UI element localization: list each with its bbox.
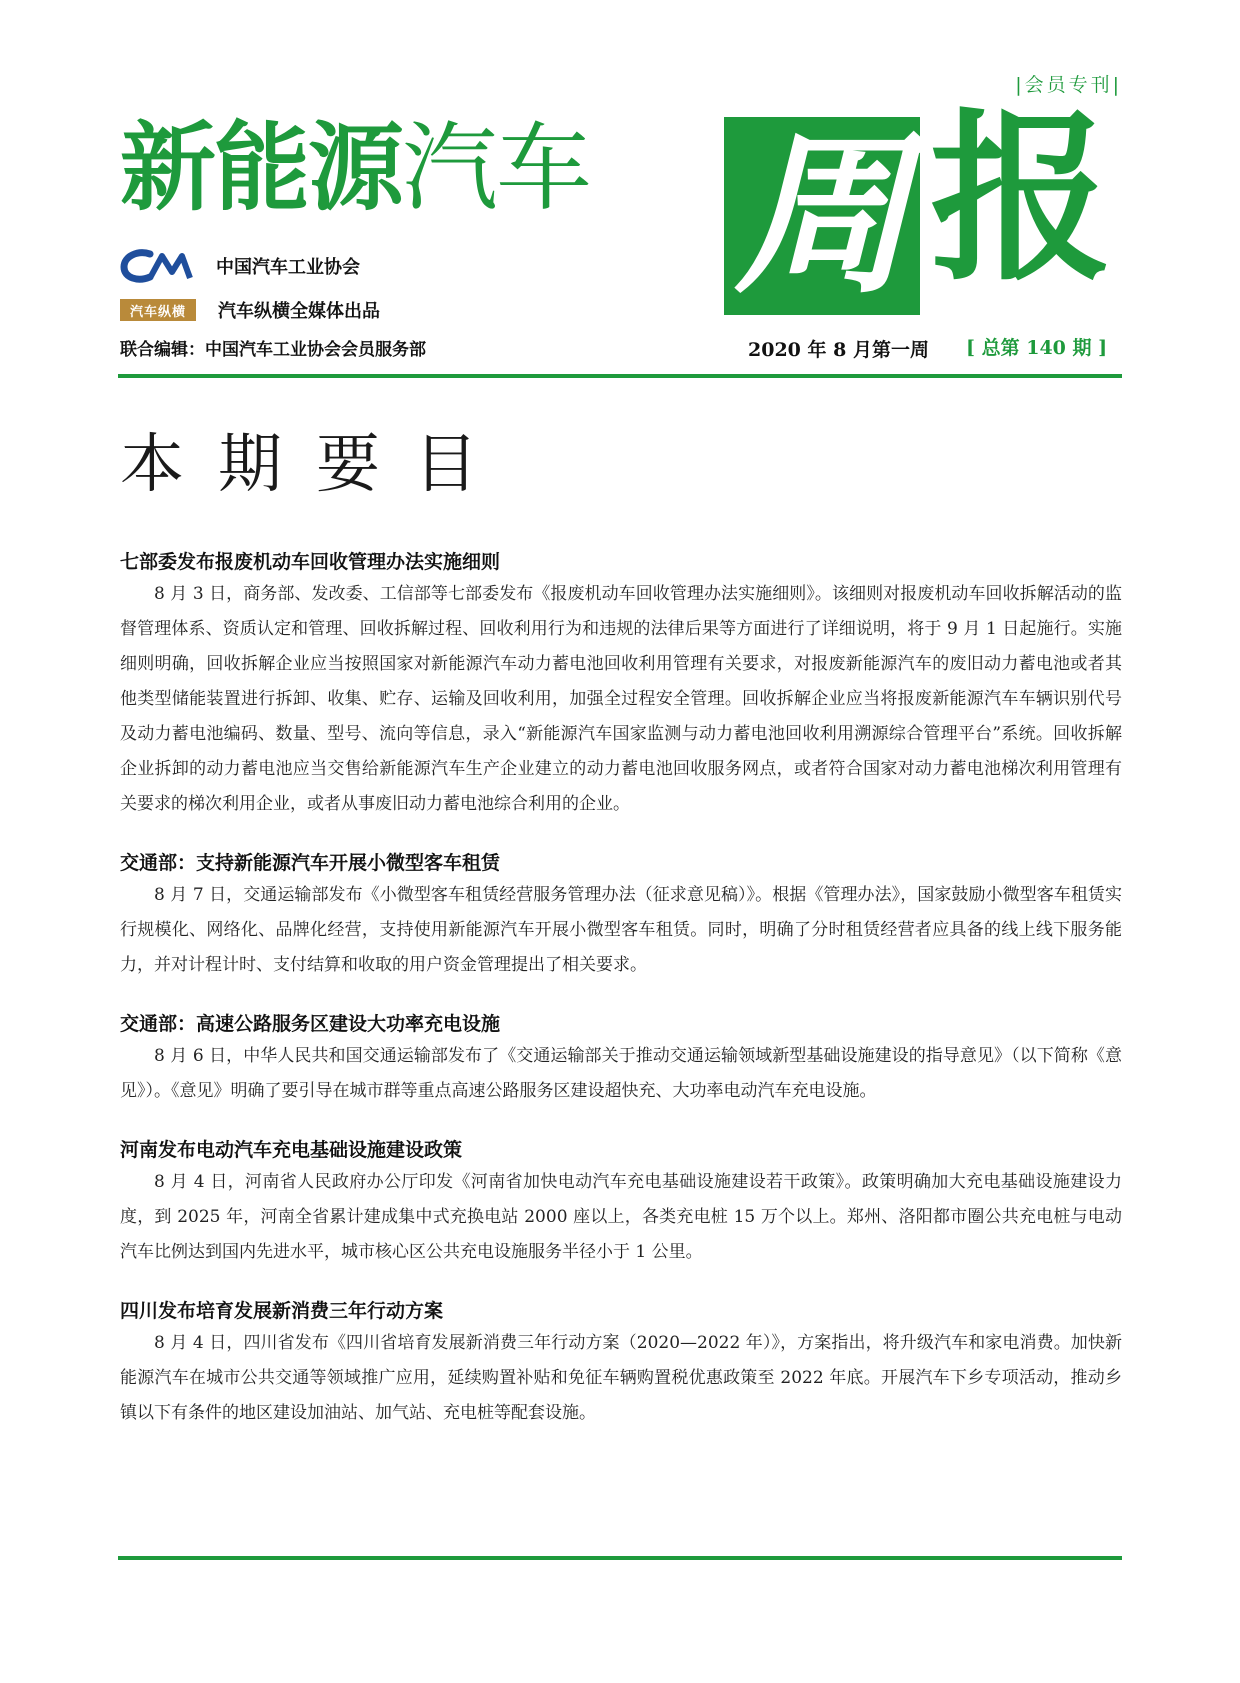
article-title: 七部委发布报废机动车回收管理办法实施细则 [120, 551, 501, 573]
article-highway-charging [120, 1009, 1122, 1109]
org-row-auto [120, 297, 380, 323]
brand-title-thin: 汽车 [402, 112, 590, 224]
article-title: 河南发布电动汽车充电基础设施建设政策 [120, 1139, 463, 1161]
article-body: 8 月 3 日，商务部、发改委、工信部等七部委发布《报废机动车回收管理办法实施细则》。该细则对报废机动车回收拆解活动的监督管理体系、资质认定和管理、回收拆解过程、回收利用行为和违规的法律后果等方面进行了详细说明，将于 9 月 1 日起施行。实施细则明确，回收拆解企业应当按照国家对新能源汽车动力蓄电池回收利用管理有关要求，对报废新能源汽车的废旧动力蓄电池或者其他类型储能装置进行拆卸、收集、贮存、运输及回收利用，加强全过程安全管理。回收拆解企业应当将报废新能源汽车车辆识别代号及动力蓄电池编码、数量、型号、流向等信息，录入“新能源汽车国家监测与动力蓄电池回收利用溯源综合管理平台”系统。回收拆解企业拆卸的动力蓄电池应当交售给新能源汽车生产企业建立的动力蓄电池回收服务网点，或者符合国家对动力蓄电池梯次利用管理有关要求的梯次利用企业，或者从事废旧动力蓄电池综合利用的企业。 [120, 584, 1122, 814]
toc-heading: 本期要目 [120, 428, 512, 502]
article-car-rental [120, 848, 1122, 983]
org-auto-name: 汽车纵横全媒体出品 [218, 301, 380, 322]
article-body: 8 月 4 日，四川省发布《四川省培育发展新消费三年行动方案（2020—2022 年）》，方案指出，将升级汽车和家电消费。加快新能源汽车在城市公共交通等领域推广应用，延续购置补贴和免征车辆购置税优惠政策至 2022 年底。开展汽车下乡专项活动，推动乡镇以下有条件的地区建设加油站、加气站、充电桩等配套设施。 [120, 1333, 1122, 1423]
article-body: 8 月 4 日，河南省人民政府办公厅印发《河南省加快电动汽车充电基础设施建设若干政策》。政策明确加大充电基础设施建设力度，到 2025 年，河南全省累计建成集中式充换电站 2000 座以上，各类充电桩 15 万个以上。郑州、洛阳都市圈公共充电桩与电动汽车比例达到国内先进水平，城市核心区公共充电设施服务半径小于 1 公里。 [120, 1172, 1122, 1262]
brand-title-bold: 新能源 [120, 112, 402, 224]
article-scrapped-vehicle-rules [120, 547, 1122, 822]
issue-date: 2020 年 8 月第一周 [748, 339, 929, 361]
auto-review-logo: 汽车纵横 [120, 299, 196, 321]
org-caam-name: 中国汽车工业协会 [216, 257, 360, 278]
article-title: 交通部：高速公路服务区建设大功率充电设施 [120, 1013, 501, 1035]
article-sichuan-consumption [120, 1296, 1122, 1431]
member-tag: |会员专刊| [1015, 74, 1122, 96]
weekly-zhou-box [724, 114, 920, 318]
article-list [120, 547, 1122, 1457]
article-henan-charging [120, 1135, 1122, 1270]
article-body: 8 月 6 日，中华人民共和国交通运输部发布了《交通运输部关于推动交通运输领域新型基础设施建设的指导意见》（以下简称《意见》）。《意见》明确了要引导在城市群等重点高速公路服务区建设超快充、大功率电动汽车充电设施。 [120, 1046, 1122, 1101]
weekly-bao: 报 [930, 93, 1112, 305]
brand-title [120, 108, 590, 228]
article-title: 交通部：支持新能源汽车开展小微型客车租赁 [120, 852, 501, 874]
footer-divider [118, 1556, 1122, 1560]
article-body: 8 月 7 日，交通运输部发布《小微型客车租赁经营服务管理办法（征求意见稿）》。根据《管理办法》，国家鼓励小微型客车租赁实行规模化、网络化、品牌化经营，支持使用新能源汽车开展小微型客车租赁。同时，明确了分时租赁经营者应具备的线上线下服务能力，并对计程计时、支付结算和收取的用户资金管理提出了相关要求。 [120, 885, 1122, 975]
article-title: 四川发布培育发展新消费三年行动方案 [120, 1300, 444, 1322]
org-row-caam [120, 248, 360, 284]
issue-number: [ 总第 140 期 ] [966, 337, 1108, 359]
weekly-zhou: 周 [734, 114, 910, 318]
joint-editor-line: 联合编辑：中国汽车工业协会会员服务部 [120, 340, 426, 360]
caam-logo-icon [120, 248, 194, 284]
header-divider [118, 374, 1122, 378]
